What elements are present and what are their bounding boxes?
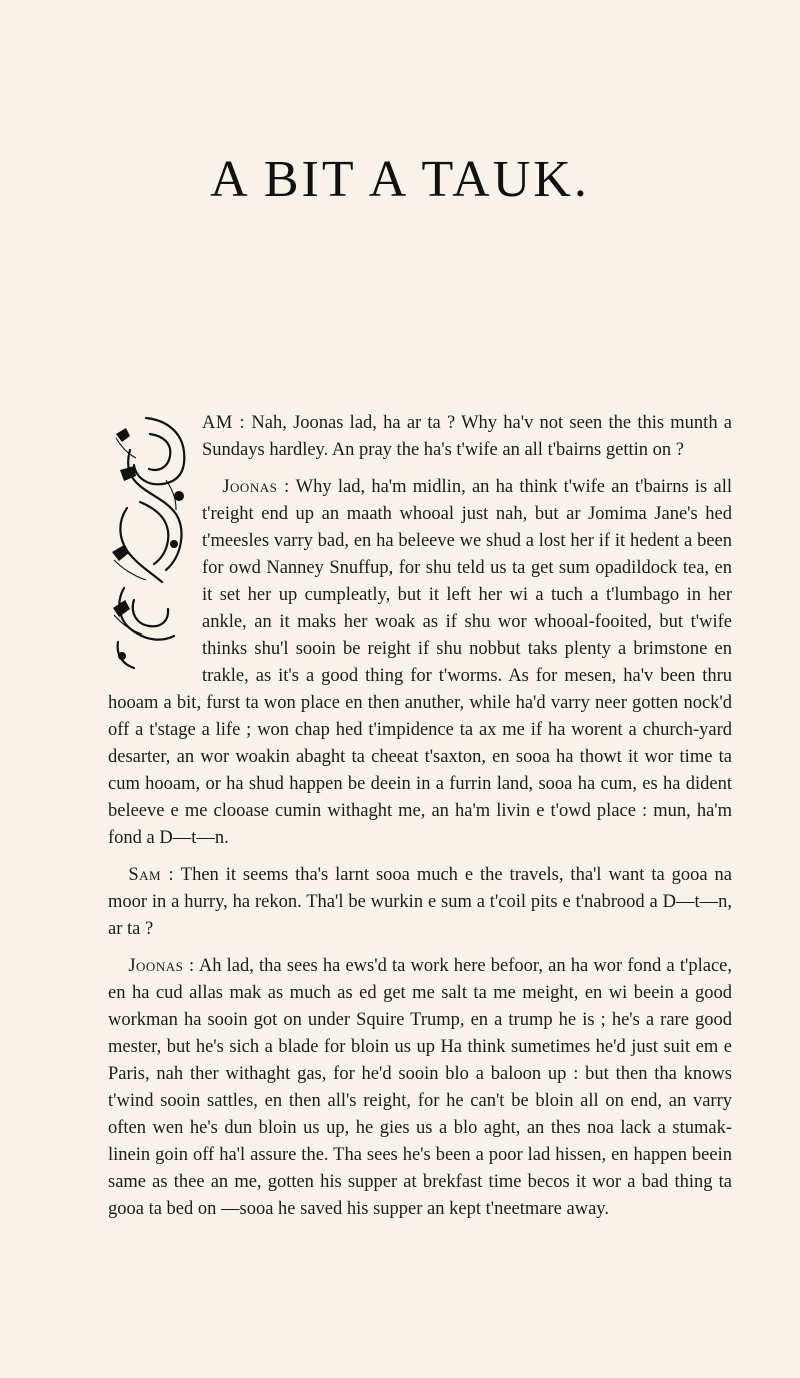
speaker-4: Joonas : xyxy=(128,956,195,976)
speaker-3: Sam : xyxy=(128,865,175,885)
paragraph-1-text: Nah, Joonas lad, ha ar ta ? Why ha'v not seen the this munth a Sundays hardley. An pray the ha's t'wife an all t'bairns gettin on ? xyxy=(202,413,733,460)
speaker-2: Joonas : xyxy=(222,477,290,497)
speaker-1: AM : xyxy=(202,413,246,433)
paragraph-2-text: Why lad, ha'm midlin, an ha think t'wife an t'bairns is all t'reight end up an maath whooal just nah, but ar Jomima Jane's hed t'meesles varry bad, en ha beleeve we shud a lost her if it hedent a been for owd Nanney Snuffup, for shu teld us ta get sum opadildock tea, en it set her up cumpleatly, but it left her wi a tuch a t'lumbago in her ankle, an it maks her woak as if shu wor whooal-fooited, but t'wife thinks shu'l sooin be reight if shu nobbut taks plenty a brimstone en trakle, as it's a good thing for t'worms. As for mesen, ha'v been thru hooam a bit, furst ta won place en then anuther, while ha'd varry neer gotten nock'd off a t'stage a life ; won chap hed t'impidence ta ax me if ha worent a church-yard desarter, an wor woakin abaght ta cheeat t'saxton, en sooa ha thowt it wor time ta cum hooam, or ha shud happen be deein in a furrin land, sooa ha cum, es ha dident beleeve e me clooase cumin withaght me, an ha'm livin e t'owd place : mun, ha'm fond a D—t—n. xyxy=(108,477,732,848)
paragraph-3-text: Then it seems tha's larnt sooa much e the travels, tha'l want ta gooa na moor in a hurry, ha rekon. Tha'l be wurkin e sum a t'coil pits e t'nabrood a D—t—n, ar ta ? xyxy=(108,865,732,939)
paragraph-1 xyxy=(108,410,732,464)
story-text xyxy=(108,410,732,1233)
page-title: A BIT A TAUK. xyxy=(210,151,590,208)
paragraph-4 xyxy=(108,953,732,1223)
paragraph-4-text: Ah lad, tha sees ha ews'd ta work here befoor, an ha wor fond a t'place, en ha cud allas mak as much as ed get me salt ta me meight, en wi beein a good workman ha sooin got on under Squire Trump, en a trump he is ; he's a rare good mester, but he's sich a blade for bloin us up Ha think sumetimes he'd just suit em e Paris, nah ther withaght gas, for he'd sooin blo a baloon up : but then tha knows t'wind sooin sattles, en then all's reight, for he can't be bloin all on end, an varry often wen he's dun bloin us up, he gies us a blo aght, an thes noa lack a stumak-linein goin off ha'l assure the. Tha sees he's been a poor lad hissen, en happen beein same as thee an me, gotten his supper at brekfast time becos it wor a bad thing ta gooa ta bed on —sooa he saved his supper an kept t'neetmare away. xyxy=(108,956,732,1219)
paragraph-3 xyxy=(108,862,732,943)
paragraph-2 xyxy=(108,474,732,852)
ornamental-s-initial-icon xyxy=(106,410,194,672)
